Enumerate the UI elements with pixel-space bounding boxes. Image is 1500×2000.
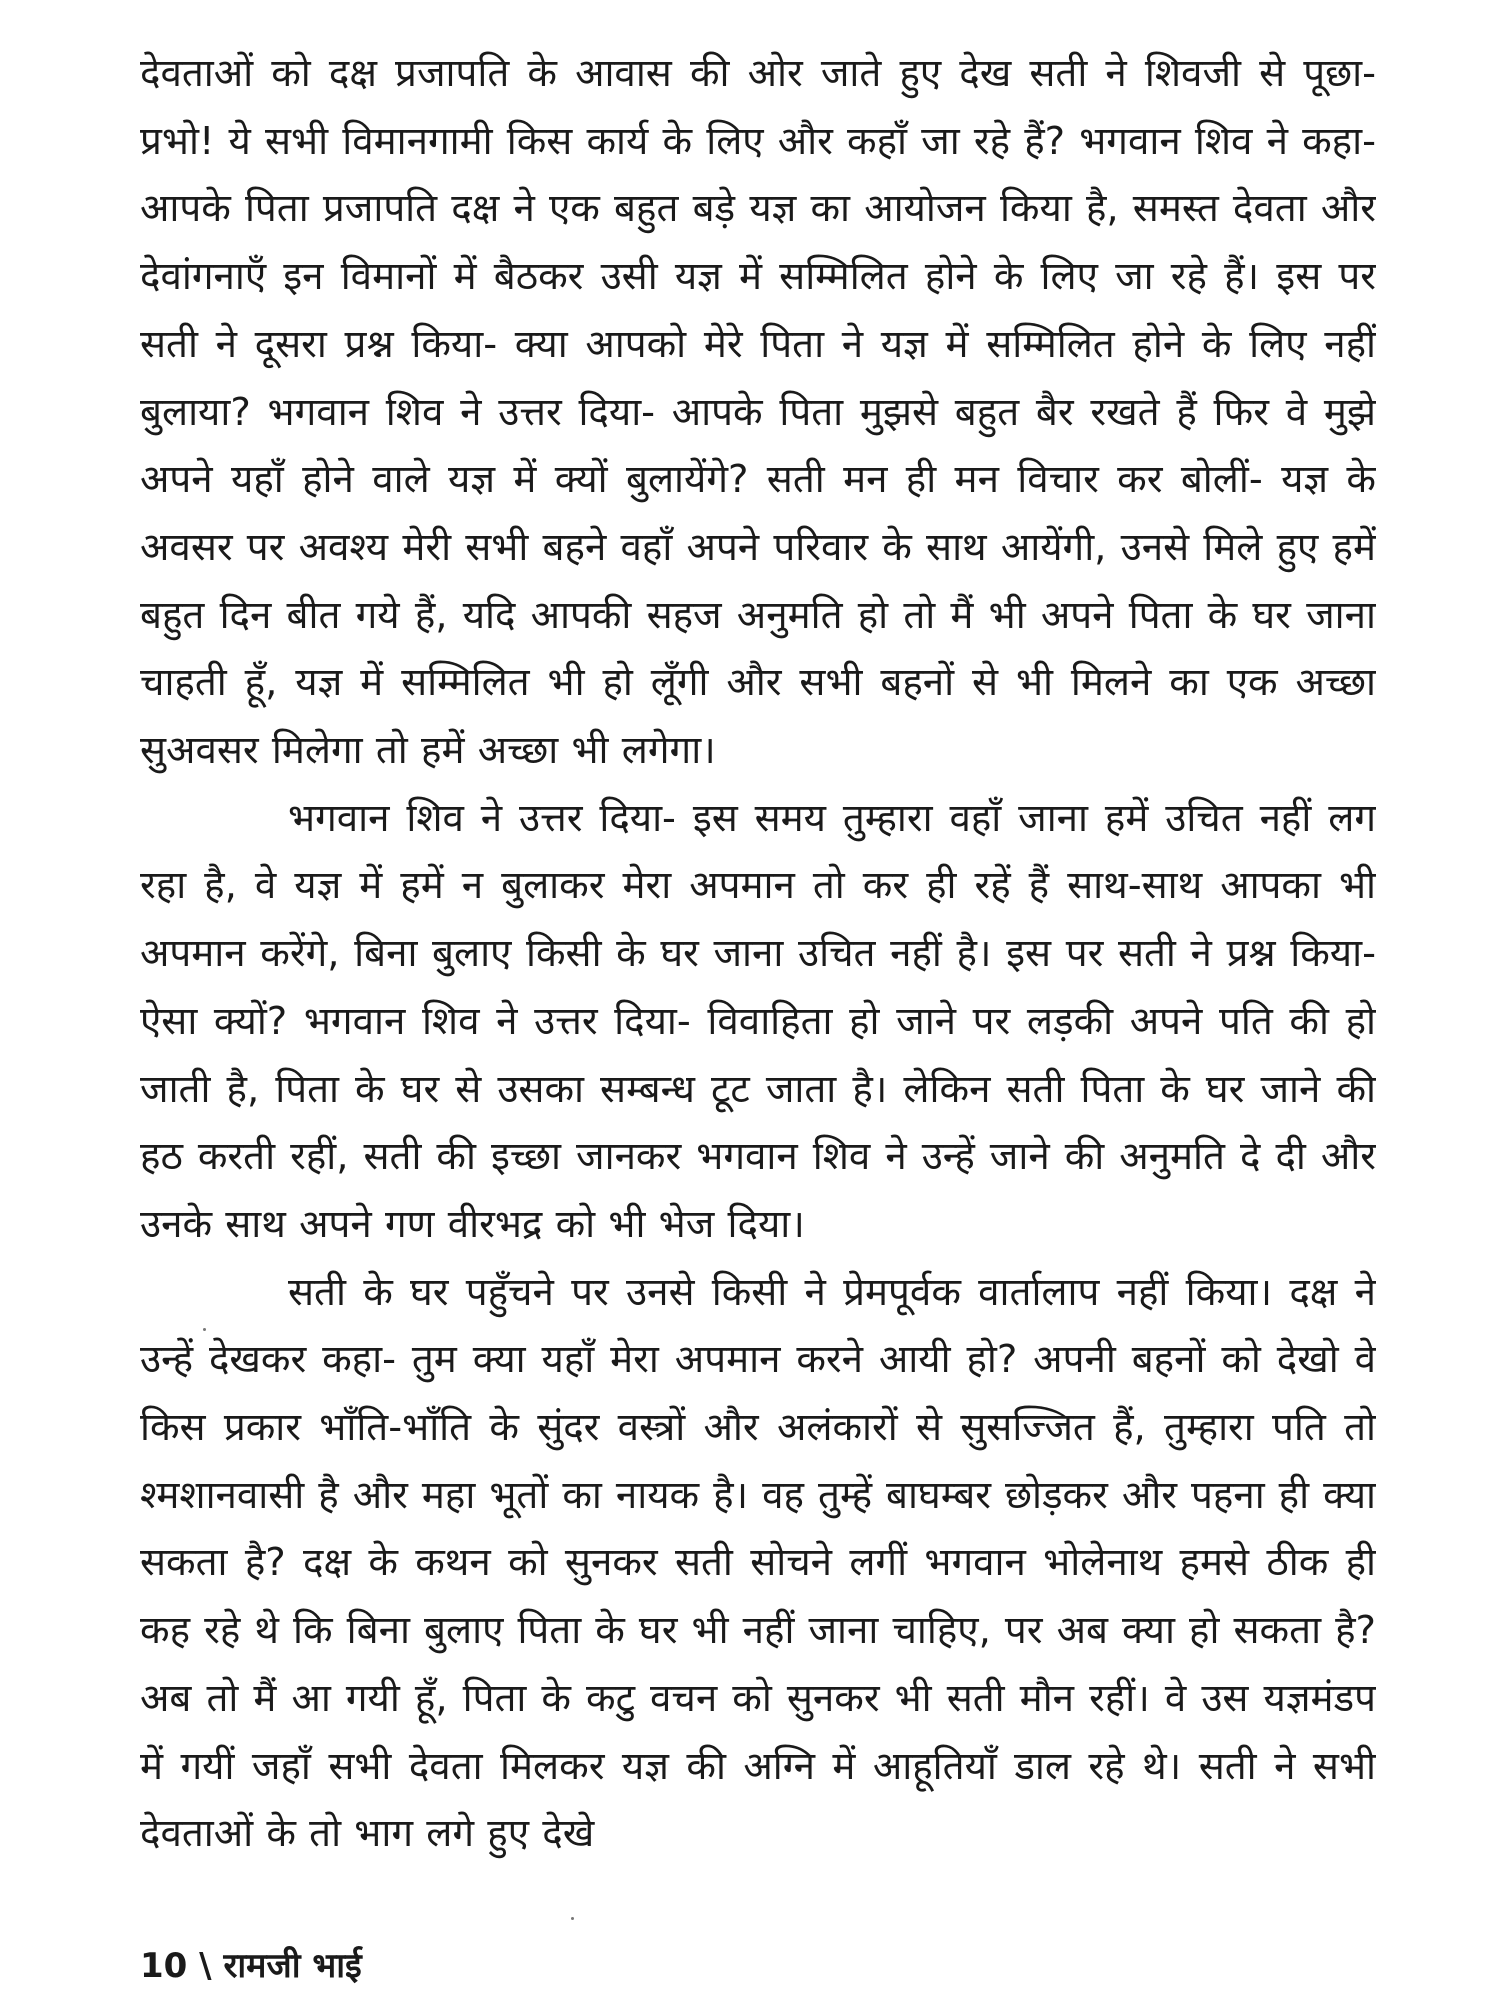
footer-separator: \ [199, 1946, 212, 1986]
page-number: 10 [140, 1946, 188, 1986]
scan-speck [571, 1917, 574, 1920]
page-footer [140, 1946, 362, 1986]
page-body [140, 40, 1376, 1940]
paragraph-2: भगवान शिव ने उत्तर दिया- इस समय तुम्हारा वहाँ जाना हमें उचित नहीं लग रहा है, वे यज्ञ में हमें न बुलाकर मेरा अपमान तो कर ही रहें हैं साथ-साथ आपका भी अपमान करेंगे, बिना बुलाए किसी के घर जाना उचित नहीं है। इस पर सती ने प्रश्न किया- ऐसा क्यों? भगवान शिव ने उत्तर दिया- विवाहिता हो जाने पर लड़की अपने पति की हो जाती है, पिता के घर से उसका सम्बन्ध टूट जाता है। लेकिन सती पिता के घर जाने की हठ करती रहीं, सती की इच्छा जानकर भगवान शिव ने उन्हें जाने की अनुमति दे दी और उनके साथ अपने गण वीरभद्र को भी भेज दिया। [140, 795, 1376, 1247]
footer-author: रामजी भाई [223, 1946, 362, 1986]
paragraph-3: सती के घर पहुँचने पर उनसे किसी ने प्रेमपूर्वक वार्तालाप नहीं किया। दक्ष ने उन्हें देखकर कहा- तुम क्या यहाँ मेरा अपमान करने आयी हो? अपनी बहनों को देखो वे किस प्रकार भाँति-भाँति के सुंदर वस्त्रों और अलंकारों से सुसज्जित हैं, तुम्हारा पति तो श्मशानवासी है और महा भूतों का नायक है। वह तुम्हें बाघम्बर छोड़कर और पहना ही क्या सकता है? दक्ष के कथन को सुनकर सती सोचने लगीं भगवान भोलेनाथ हमसे ठीक ही कह रहे थे कि बिना बुलाए पिता के घर भी नहीं जाना चाहिए, पर अब क्या हो सकता है? अब तो मैं आ गयी हूँ, पिता के कटु वचन को सुनकर भी सती मौन रहीं। वे उस यज्ञमंडप में गयीं जहाँ सभी देवता मिलकर यज्ञ की अग्नि में आहूतियाँ डाल रहे थे। सती ने सभी देवताओं के तो भाग लगे हुए देखे [140, 1269, 1376, 1857]
paragraph-1: देवताओं को दक्ष प्रजापति के आवास की ओर जाते हुए देख सती ने शिवजी से पूछा- प्रभो! ये सभी विमानगामी किस कार्य के लिए और कहाँ जा रहे हैं? भगवान शिव ने कहा- आपके पिता प्रजापति दक्ष ने एक बहुत बड़े यज्ञ का आयोजन किया है, समस्त देवता और देवांगनाएँ इन विमानों में बैठकर उसी यज्ञ में सम्मिलित होने के लिए जा रहे हैं। इस पर सती ने दूसरा प्रश्न किया- क्या आपको मेरे पिता ने यज्ञ में सम्मिलित होने के लिए नहीं बुलाया? भगवान शिव ने उत्तर दिया- आपके पिता मुझसे बहुत बैर रखते हैं फिर वे मुझे अपने यहाँ होने वाले यज्ञ में क्यों बुलायेंगे? सती मन ही मन विचार कर बोलीं- यज्ञ के अवसर पर अवश्य मेरी सभी बहने वहाँ अपने परिवार के साथ आयेंगी, उनसे मिले हुए हमें बहुत दिन बीत गये हैं, यदि आपकी सहज अनुमति हो तो मैं भी अपने पिता के घर जाना चाहती हूँ, यज्ञ में सम्मिलित भी हो लूँगी और सभी बहनों से भी मिलने का एक अच्छा सुअवसर मिलेगा तो हमें अच्छा भी लगेगा। [140, 51, 1376, 774]
scan-speck [203, 1328, 206, 1331]
